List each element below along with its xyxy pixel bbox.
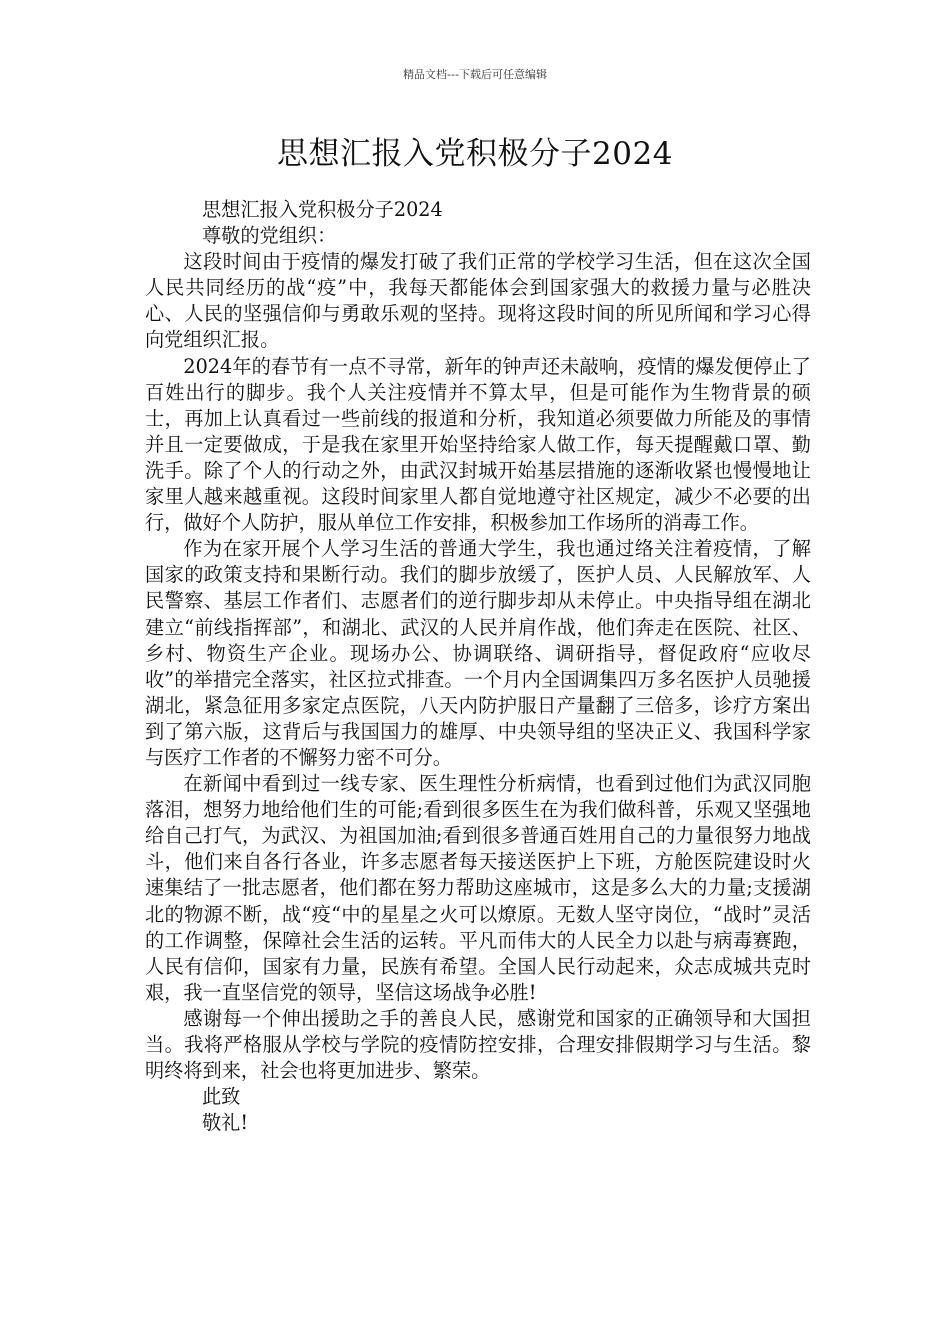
paragraph-student-study: 作为在家开展个人学习生活的普通大学生，我也通过络关注着疫情，了解国家的政策支持和果断行动。我们的脚步放缓了，医护人员、人民解放军、人民警察、基层工作者们、志愿者们的逆行脚步却从未停止。中央指导组在湖北建立“前线指挥部”，和湖北、武汉的人民并肩作战，他们奔走在医院、社区、乡村、物资生产企业。现场办公、协调联络、调研指导，督促政府“应收尽收”的举措完全落实，社区拉式排查。一个月内全国调集四万多名医护人员驰援湖北，紧急征用多家定点医院，八天内防护服日产量翻了三倍多，诊疗方案出到了第六版，这背后与我国国力的雄厚、中央领导组的坚决正义、我国科学家与医疗工作者的不懈努力密不可分。	[145, 537, 811, 769]
document-title: 思想汇报入党积极分子2024	[277, 136, 673, 172]
paragraph-intro: 这段时间由于疫情的爆发打破了我们正常的学校学习生活，但在这次全国人民共同经历的战“疫”中，我每天都能体会到国家强大的救援力量与必胜决心、人民的坚强信仰与勇敢乐观的坚持。现将这段时间的所见所闻和学习心得向党组织汇报。	[145, 250, 811, 352]
paragraph-news: 在新闻中看到过一线专家、医生理性分析病情，也看到过他们为武汉同胞落泪，想努力地给他们生的可能;看到很多医生在为我们做科普，乐观又坚强地给自己打气，为武汉、为祖国加油;看到很多普通百姓用自己的力量很努力地战斗，他们来自各行各业，许多志愿者每天接送医护上下班，方舱医院建设时火速集结了一批志愿者，他们都在努力帮助这座城市，这是多么大的力量;支援湖北的物源不断，战“疫“中的星星之火可以燎原。无数人坚守岗位，“战时”灵活的工作调整，保障社会生活的运转。平凡而伟大的人民全力以赴与病毒赛跑，人民有信仰，国家有力量，民族有希望。全国人民行动起来，众志成城共克时艰，我一直坚信党的领导，坚信这场战争必胜!	[145, 772, 811, 1004]
closing-greeting: 此致	[202, 1085, 241, 1109]
closing-salute: 敬礼!	[202, 1111, 249, 1135]
document-body	[145, 197, 811, 1136]
paragraph-thanks: 感谢每一个伸出援助之手的善良人民，感谢党和国家的正确领导和大国担当。我将严格服从学校与学院的疫情防控安排，合理安排假期学习与生活。黎明终将到来，社会也将更加进步、繁荣。	[145, 1006, 811, 1083]
header-note: 精品文档---下载后可任意编辑	[403, 68, 547, 81]
document-subtitle: 思想汇报入党积极分子2024	[202, 198, 443, 221]
salutation: 尊敬的党组织：	[202, 224, 337, 248]
paragraph-spring-festival: 2024年的春节有一点不寻常，新年的钟声还未敲响，疫情的爆发便停止了百姓出行的脚步。我个人关注疫情并不算太早，但是可能作为生物背景的硕士，再加上认真看过一些前线的报道和分析，我知道必须要做力所能及的事情并且一定要做成，于是我在家里开始坚持给家人做工作，每天提醒戴口罩、勤洗手。除了个人的行动之外，由武汉封城开始基层措施的逐渐收紧也慢慢地让家里人越来越重视。这段时间家里人都自觉地遵守社区规定，减少不必要的出行，做好个人防护，服从单位工作安排，积极参加工作场所的消毒工作。	[145, 354, 811, 535]
